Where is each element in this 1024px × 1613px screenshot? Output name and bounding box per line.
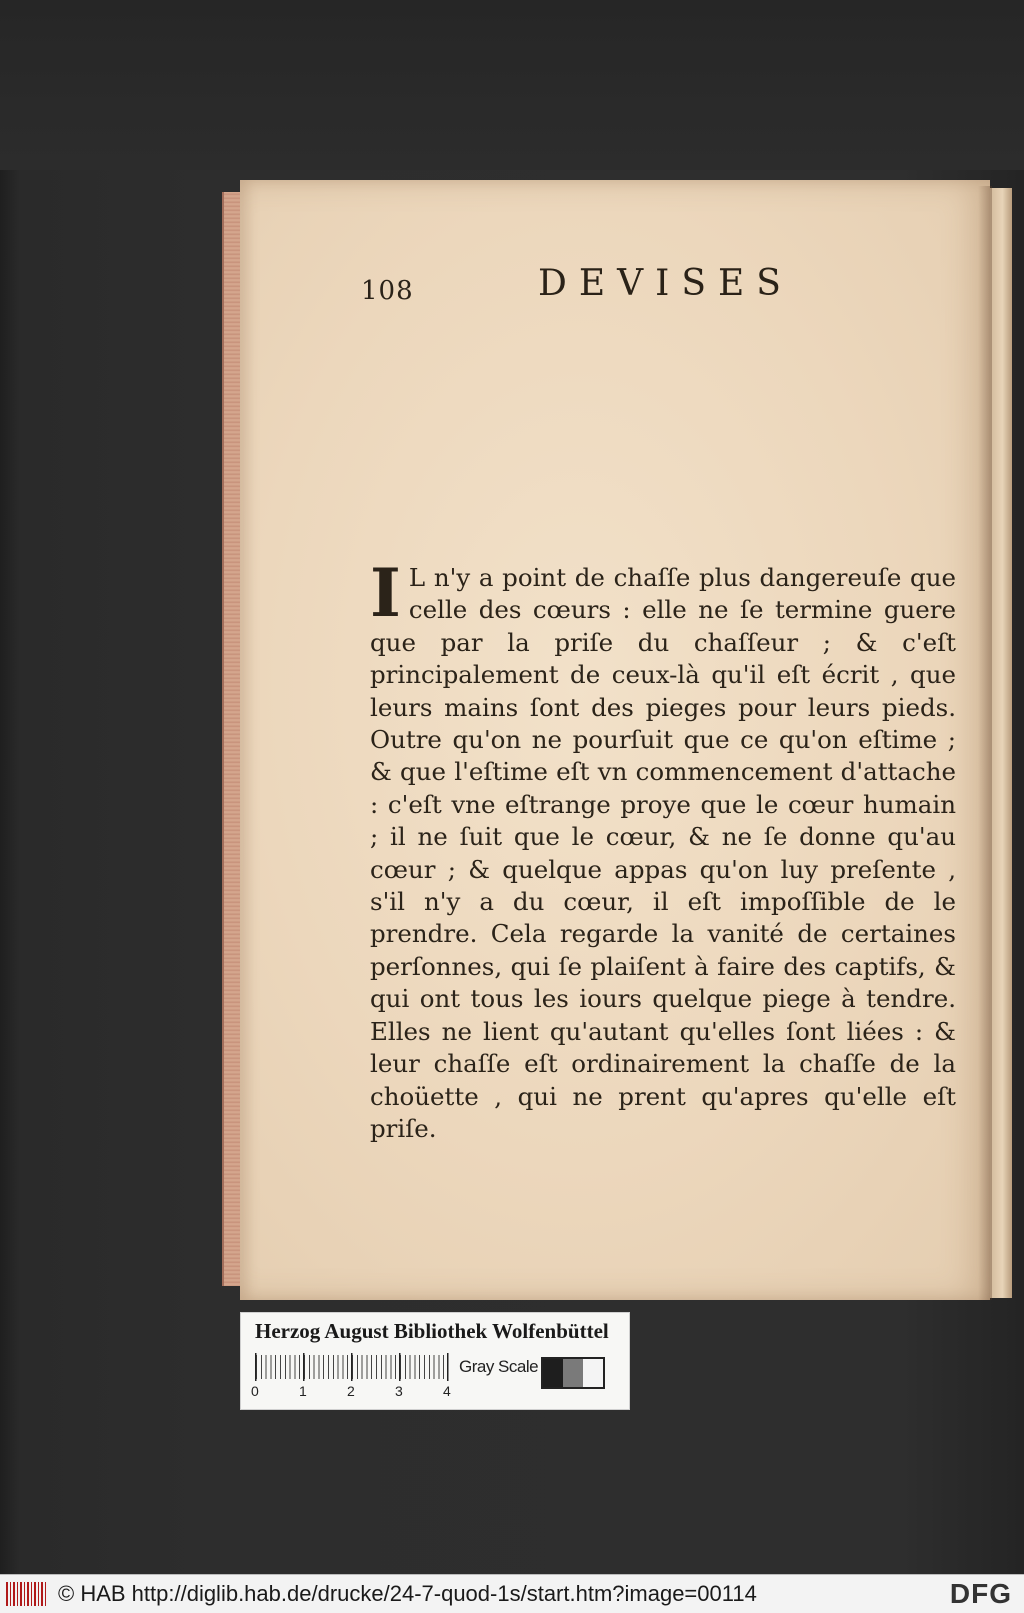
ruler-label: 1	[299, 1383, 307, 1399]
dfg-logo: DFG	[949, 1578, 1012, 1609]
gray-scale-label: Gray Scale	[459, 1357, 539, 1376]
drop-cap: I	[370, 554, 401, 632]
barcode-icon	[6, 1582, 46, 1606]
gray-swatch-mid	[563, 1359, 583, 1387]
page-number: 108	[361, 276, 414, 306]
paragraph-text: L n'y a point de chaſſe plus dangereuſe que celle des cœurs : elle ne ſe termine guere que par la priſe du chaſſeur ; & c'eſt principalement de ceux-là qu'il eſt écrit , que leurs mains ſont des pieges pour leurs pieds. Outre qu'on ne pourſuit que ce qu'on eſtime ; & que l'eſtime eſt vn commencement d'attache : c'eſt vne eſtrange proye que le cœur humain ; il ne ſuit que le cœur, & ne ſe donne qu'au cœur ; & quelque appas qu'on luy preſente , s'il n'y a du cœur, il eſt impoſſible de le prendre. Cela regarde la vanité de certaines perſonnes, qui ſe plaiſent à faire des captifs, & qui ont tous les iours quelque piege à tendre. Elles ne lient qu'autant qu'elles ſont liées : & leur chaſſe eſt ordinairement la chaſſe de la choüette , qui ne prent qu'apres qu'elle eſt priſe.	[370, 563, 956, 1143]
gray-swatch-light	[583, 1359, 603, 1387]
ruler-major-ticks	[255, 1353, 449, 1381]
library-name: Herzog August Bibliothek Wolfenbüttel	[255, 1319, 609, 1343]
ruler-label: 0	[251, 1383, 259, 1399]
footer-bar	[0, 1574, 1024, 1613]
ruler-label: 3	[395, 1383, 403, 1399]
gray-swatch-dark	[543, 1359, 563, 1387]
footer-link[interactable]: © HAB http://diglib.hab.de/drucke/24-7-quod-1s/start.htm?image=00114	[58, 1581, 757, 1606]
gray-scale-swatches	[541, 1357, 605, 1389]
ruler-label: 4	[443, 1383, 451, 1399]
spine-shadow	[978, 186, 992, 1300]
body-paragraph	[370, 554, 956, 1145]
library-color-card	[240, 1312, 630, 1410]
ruler-label: 2	[347, 1383, 355, 1399]
running-head: DEVISES	[538, 263, 793, 304]
scan-top-shadow	[0, 0, 1024, 170]
